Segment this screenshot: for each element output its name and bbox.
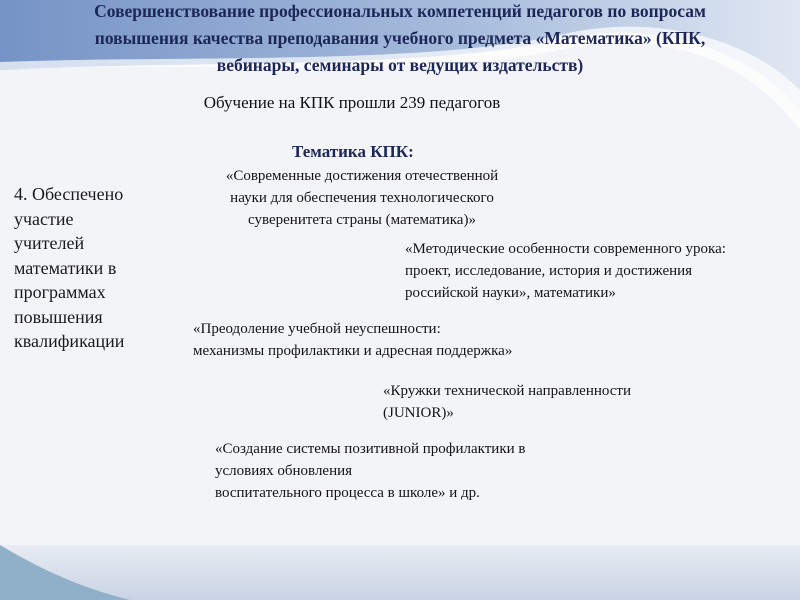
topic-item: «Кружки технической направленности (JUNIOR)»: [383, 383, 632, 421]
left-caption: 4. Обеспечено участие учителей математики в программах повышения квалификации: [14, 184, 125, 351]
topic-item: «Преодоление учебной неуспешности: механизмы профилактики и адресная поддержка»: [193, 321, 513, 359]
trained-count-text: Обучение на КПК прошли 239 педагогов: [203, 93, 501, 112]
topic-item: «Создание системы позитивной профилактики в условиях обновления воспитательного процесса в школе» и др.: [215, 441, 526, 501]
topics-heading: Тематика КПК:: [292, 142, 414, 161]
topic-item: «Методические особенности современного урока: проект, исследование, история и достижения российской науки», математики»: [405, 241, 726, 301]
topic-item: «Современные достижения отечественной науки для обеспечения технологического суверенитета страны (математика)»: [225, 168, 499, 228]
slide-title: Совершенствование профессиональных компетенций педагогов по вопросам повышения качества преподавания учебного предмета «Математика» (КПК, вебинары, семинары от ведущих издательств): [94, 1, 706, 75]
